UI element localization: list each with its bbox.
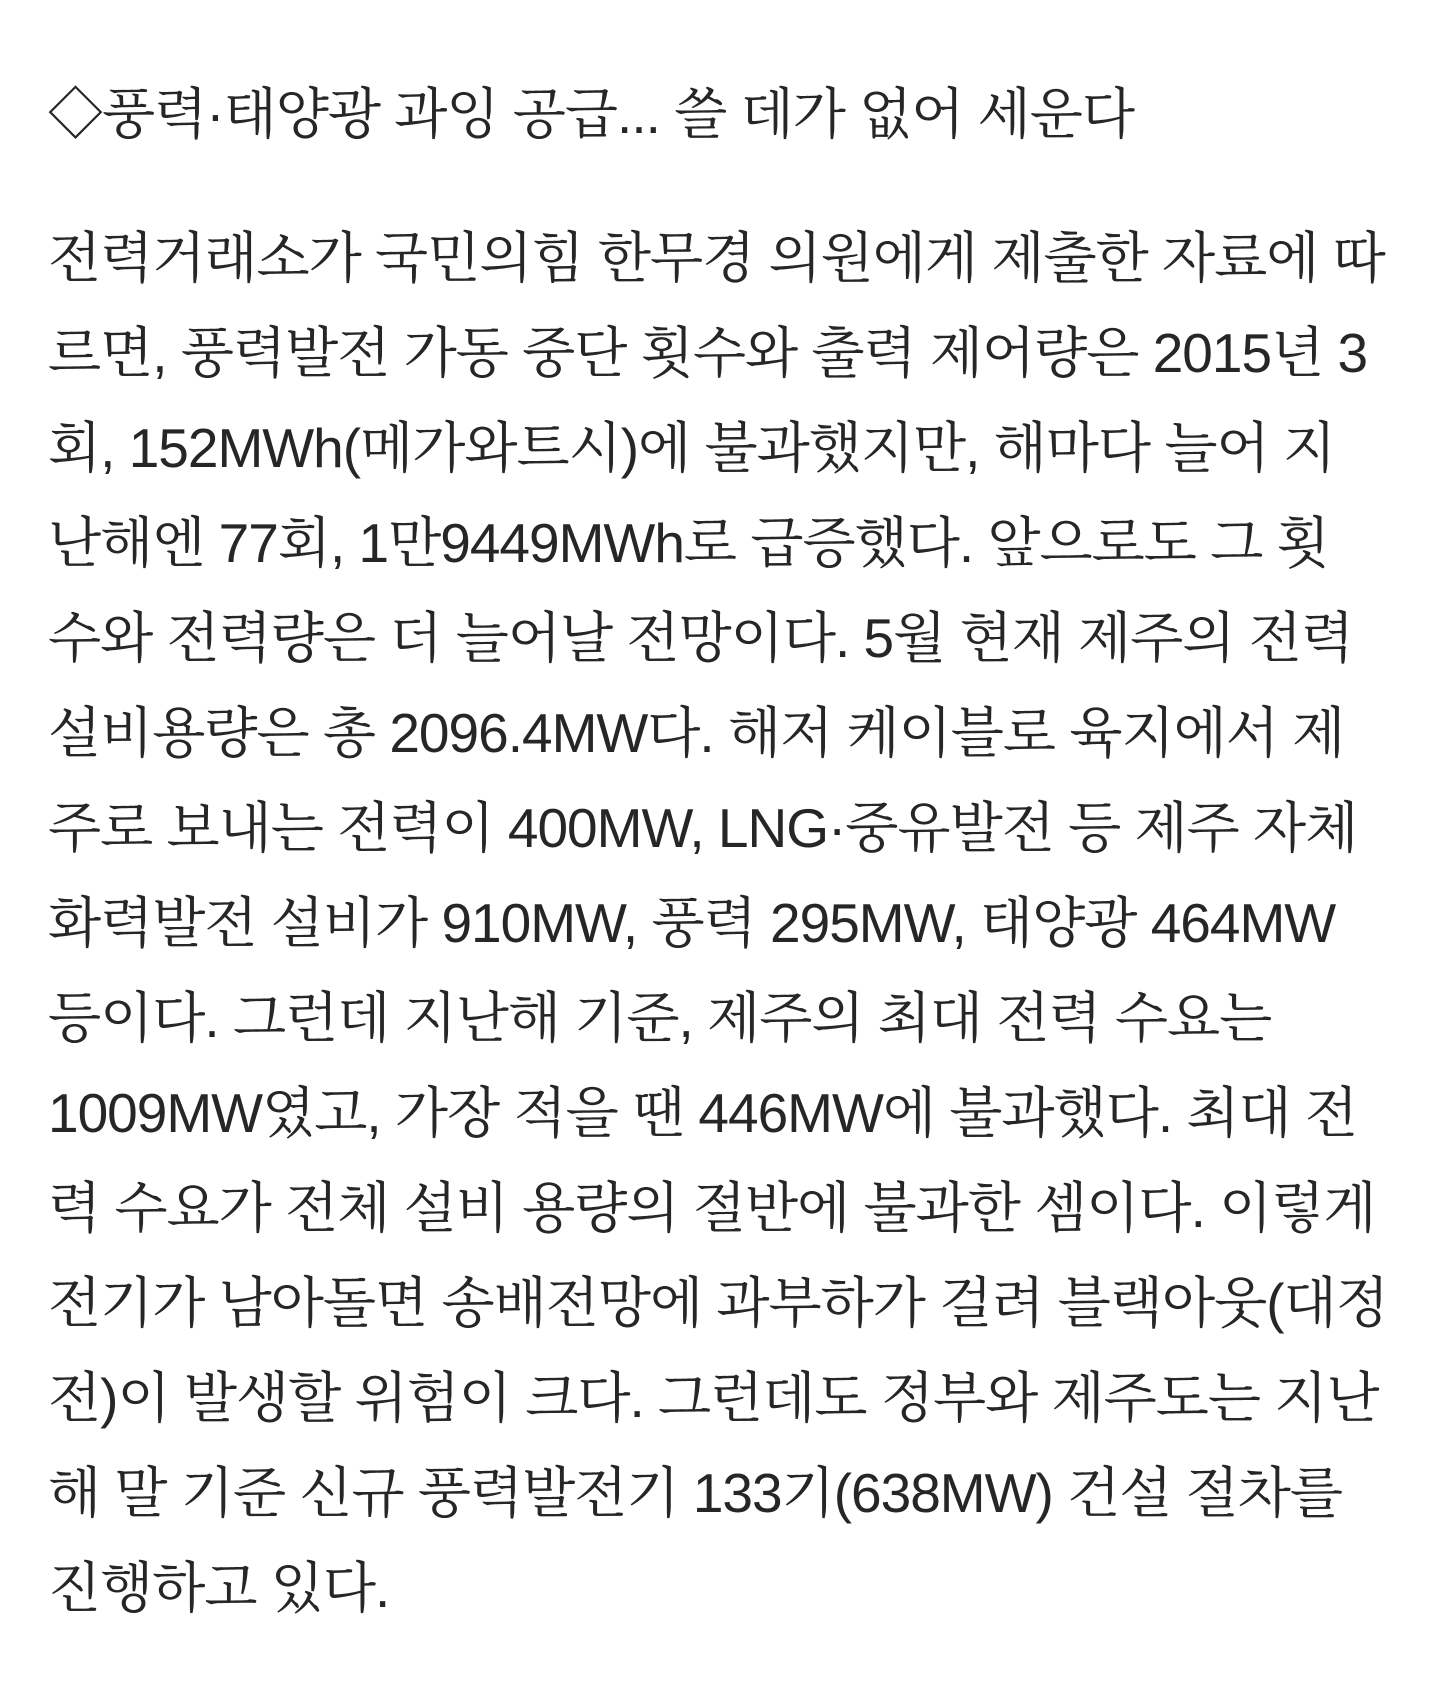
article-body-line: 해 말 기준 신규 풍력발전기 133기(638MW) 건설 절차를 [48,1462,1343,1524]
article-body-line: 전력거래소가 국민의힘 한무경 의원에게 제출한 자료에 따 [48,227,1385,289]
article-body-line: 설비용량은 총 2096.4MW다. 해저 케이블로 육지에서 제 [48,702,1345,764]
article-body-line: 1009MW였고, 가장 적을 땐 446MW에 불과했다. 최대 전 [48,1082,1358,1144]
article-body-line: 전)이 발생할 위험이 크다. 그런데도 정부와 제주도는 지난 [48,1367,1379,1429]
article-body-line: 르면, 풍력발전 가동 중단 횟수와 출력 제어량은 2015년 3 [48,322,1368,384]
article-body-line: 화력발전 설비가 910MW, 풍력 295MW, 태양광 464MW [48,892,1336,954]
article-body-line: 진행하고 있다. [48,1557,390,1619]
article-body-line: 등이다. 그런데 지난해 기준, 제주의 최대 전력 수요는 [48,987,1272,1049]
article-body-line: 회, 152MWh(메가와트시)에 불과했지만, 해마다 늘어 지 [48,417,1336,479]
article-body-line: 주로 보내는 전력이 400MW, LNG·중유발전 등 제주 자체 [48,797,1358,859]
article-body-line: 전기가 남아돌면 송배전망에 과부하가 걸려 블랙아웃(대정 [48,1272,1388,1334]
article-body-line: 난해엔 77회, 1만9449MWh로 급증했다. 앞으로도 그 횟 [48,512,1329,574]
article-body-line: 수와 전력량은 더 늘어날 전망이다. 5월 현재 제주의 전력 [48,607,1353,669]
article-body-paragraph [48,211,1399,1636]
article-body-line: 력 수요가 전체 설비 용량의 절반에 불과한 셈이다. 이렇게 [48,1177,1376,1239]
article-subheading: ◇풍력·태양광 과잉 공급... 쓸 데가 없어 세운다 [48,82,1135,145]
